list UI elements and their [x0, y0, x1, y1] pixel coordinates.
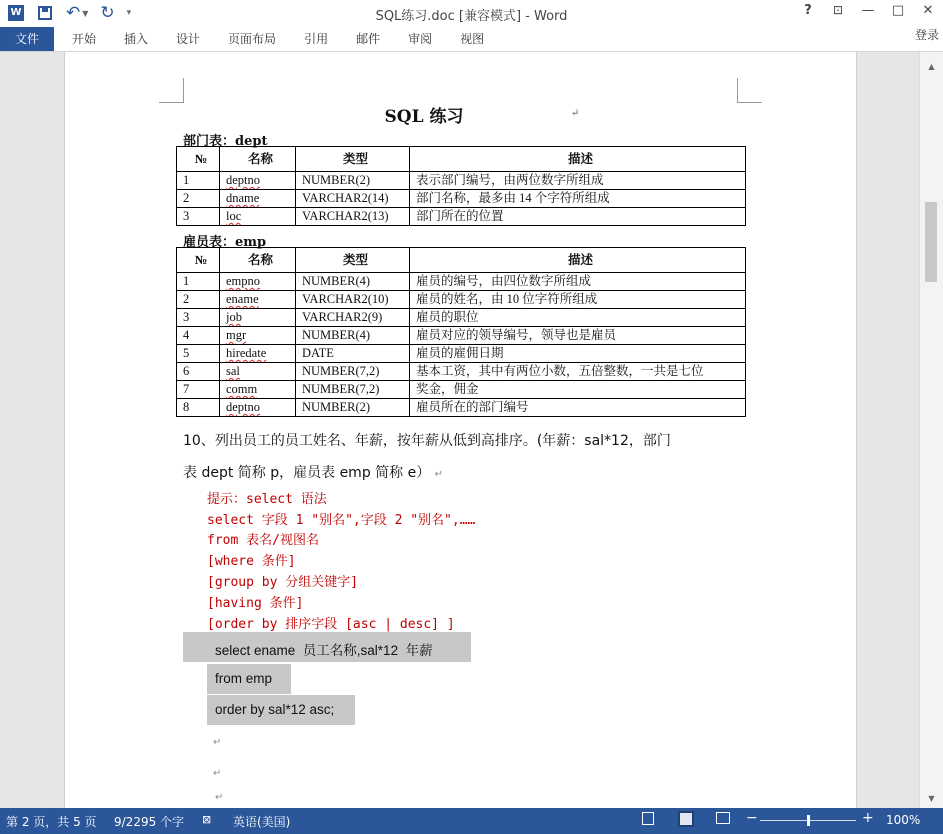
- tab-file[interactable]: 文件: [0, 27, 54, 51]
- table-header-row: [177, 248, 746, 273]
- word-count[interactable]: 9/2295 个字: [114, 815, 185, 829]
- scroll-down-icon[interactable]: ▼: [928, 794, 935, 803]
- row-number-cell: 2: [177, 190, 220, 208]
- margin-corner-top-right: [737, 78, 762, 103]
- sign-in-link[interactable]: 登录: [914, 28, 939, 42]
- title-bar: [0, 0, 943, 27]
- description-cell: 雇员的编号，由四位数字所组成: [410, 273, 746, 291]
- table-row: [177, 291, 746, 309]
- row-number-cell: 4: [177, 327, 220, 345]
- question-line-2: 表 dept 简称 p，雇员表 emp 简称 e） ↵: [183, 465, 444, 481]
- margin-corner-top-left: [159, 78, 184, 103]
- zoom-level[interactable]: 100%: [886, 813, 921, 827]
- name-cell: job: [220, 309, 296, 327]
- hint-line: from 表名/视图名: [207, 533, 319, 548]
- sql-line[interactable]: from emp: [207, 664, 291, 694]
- tab-review[interactable]: 审阅: [408, 32, 433, 46]
- web-layout-icon[interactable]: [716, 812, 730, 824]
- undo-dropdown-icon[interactable]: ▼: [82, 8, 89, 18]
- description-cell: 雇员的姓名，由 10 位字符所组成: [410, 291, 746, 309]
- type-cell: VARCHAR2(13): [296, 208, 410, 226]
- table-row: [177, 309, 746, 327]
- type-cell: NUMBER(2): [296, 172, 410, 190]
- table-row: [177, 381, 746, 399]
- name-cell: dname: [220, 190, 296, 208]
- vertical-scrollbar[interactable]: [919, 52, 943, 808]
- table-row: [177, 399, 746, 417]
- word-app-icon[interactable]: W: [8, 5, 24, 21]
- scrollbar-thumb[interactable]: [925, 202, 937, 282]
- row-number-cell: 3: [177, 208, 220, 226]
- emp-table-label: 雇员表：emp: [183, 235, 267, 250]
- table-row: [177, 345, 746, 363]
- type-cell: NUMBER(4): [296, 327, 410, 345]
- header-cell: №: [177, 248, 220, 273]
- row-number-cell: 1: [177, 273, 220, 291]
- name-cell: ename: [220, 291, 296, 309]
- description-cell: 雇员所在的部门编号: [410, 399, 746, 417]
- row-number-cell: 8: [177, 399, 220, 417]
- tab-insert[interactable]: 插入: [124, 32, 149, 46]
- document-page[interactable]: [64, 52, 857, 808]
- redo-icon[interactable]: ↻: [100, 3, 115, 23]
- table-header-row: [177, 147, 746, 172]
- zoom-out-icon[interactable]: −: [746, 810, 758, 826]
- name-cell: empno: [220, 273, 296, 291]
- language-indicator[interactable]: 英语(美国): [233, 815, 291, 829]
- hint-line: [order by 排序字段 [asc | desc] ]: [207, 617, 455, 632]
- tab-home[interactable]: 开始: [72, 32, 97, 46]
- page-count[interactable]: 第 2 页，共 5 页: [6, 815, 97, 829]
- table-row: [177, 190, 746, 208]
- hint-line: [where 条件]: [207, 554, 296, 569]
- name-cell: sal: [220, 363, 296, 381]
- description-cell: 表示部门编号，由两位数字所组成: [410, 172, 746, 190]
- header-cell: 名称: [220, 147, 296, 172]
- tab-layout[interactable]: 页面布局: [228, 32, 277, 46]
- sql-line[interactable]: select ename 员工名称,sal*12 年薪: [183, 632, 471, 662]
- dept-table: [176, 146, 746, 226]
- scroll-up-icon[interactable]: ▲: [928, 62, 935, 71]
- description-cell: 雇员对应的领导编号，领导也是雇员: [410, 327, 746, 345]
- window-title: SQL练习.doc [兼容模式] - Word: [375, 9, 568, 24]
- header-cell: 描述: [410, 248, 746, 273]
- description-cell: 基本工资，其中有两位小数，五倍整数，一共是七位: [410, 363, 746, 381]
- row-number-cell: 7: [177, 381, 220, 399]
- question-line-1: 10、列出员工的员工姓名、年薪，按年薪从低到高排序。(年薪：sal*12，部门: [183, 433, 671, 449]
- type-cell: NUMBER(7,2): [296, 381, 410, 399]
- description-cell: 雇员的雇佣日期: [410, 345, 746, 363]
- type-cell: VARCHAR2(14): [296, 190, 410, 208]
- hint-line: 提示：select 语法: [207, 492, 327, 507]
- table-row: [177, 327, 746, 345]
- name-cell: loc: [220, 208, 296, 226]
- name-cell: mgr: [220, 327, 296, 345]
- type-cell: DATE: [296, 345, 410, 363]
- ribbon-tabs: [0, 27, 943, 52]
- tab-references[interactable]: 引用: [304, 32, 329, 46]
- description-cell: 部门名称，最多由 14 个字符所组成: [410, 190, 746, 208]
- name-cell: deptno: [220, 172, 296, 190]
- document-title: SQL 练习 ↵: [384, 107, 580, 127]
- header-cell: 类型: [296, 147, 410, 172]
- hint-line: [having 条件]: [207, 596, 304, 611]
- paragraph-mark: ↵: [213, 768, 222, 779]
- proofing-icon[interactable]: ⊠: [202, 813, 212, 826]
- minimize-button[interactable]: —: [861, 3, 875, 18]
- print-layout-icon[interactable]: [678, 811, 694, 827]
- table-row: [177, 273, 746, 291]
- header-cell: №: [177, 147, 220, 172]
- status-bar: [0, 808, 943, 834]
- dept-table-label: 部门表：dept: [183, 134, 268, 149]
- description-cell: 雇员的职位: [410, 309, 746, 327]
- type-cell: NUMBER(2): [296, 399, 410, 417]
- name-cell: deptno: [220, 399, 296, 417]
- tab-mailings[interactable]: 邮件: [356, 32, 381, 46]
- customize-qat-icon[interactable]: ▾: [126, 8, 132, 18]
- zoom-slider-thumb[interactable]: [807, 815, 810, 826]
- sql-line[interactable]: order by sal*12 asc;: [207, 695, 355, 725]
- hint-line: select 字段 1 "别名",字段 2 "别名",……: [207, 513, 476, 528]
- restore-button[interactable]: □: [891, 3, 905, 18]
- hint-line: [group by 分组关键字]: [207, 575, 359, 590]
- help-button[interactable]: ?: [804, 3, 812, 18]
- table-row: [177, 208, 746, 226]
- undo-icon[interactable]: ↶: [66, 3, 81, 23]
- header-cell: 类型: [296, 248, 410, 273]
- read-mode-icon[interactable]: [642, 812, 654, 825]
- ribbon-display-options-icon[interactable]: ⊡: [832, 3, 844, 17]
- name-cell: comm: [220, 381, 296, 399]
- type-cell: VARCHAR2(10): [296, 291, 410, 309]
- header-cell: 名称: [220, 248, 296, 273]
- window-controls: [793, 3, 943, 18]
- ribbon-tab-list: [54, 27, 484, 51]
- row-number-cell: 5: [177, 345, 220, 363]
- table-row: [177, 363, 746, 381]
- tab-design[interactable]: 设计: [176, 32, 201, 46]
- header-cell: 描述: [410, 147, 746, 172]
- emp-table: [176, 247, 746, 417]
- description-cell: 奖金，佣金: [410, 381, 746, 399]
- zoom-in-icon[interactable]: +: [862, 810, 874, 826]
- row-number-cell: 2: [177, 291, 220, 309]
- name-cell: hiredate: [220, 345, 296, 363]
- row-number-cell: 6: [177, 363, 220, 381]
- row-number-cell: 3: [177, 309, 220, 327]
- paragraph-mark: ↵: [213, 737, 222, 748]
- row-number-cell: 1: [177, 172, 220, 190]
- tab-view[interactable]: 视图: [460, 32, 485, 46]
- close-button[interactable]: ✕: [922, 3, 934, 18]
- description-cell: 部门所在的位置: [410, 208, 746, 226]
- document-workspace: [0, 52, 920, 808]
- type-cell: NUMBER(4): [296, 273, 410, 291]
- type-cell: VARCHAR2(9): [296, 309, 410, 327]
- table-row: [177, 172, 746, 190]
- paragraph-mark: ↵: [215, 792, 224, 803]
- zoom-slider[interactable]: [760, 820, 856, 821]
- type-cell: NUMBER(7,2): [296, 363, 410, 381]
